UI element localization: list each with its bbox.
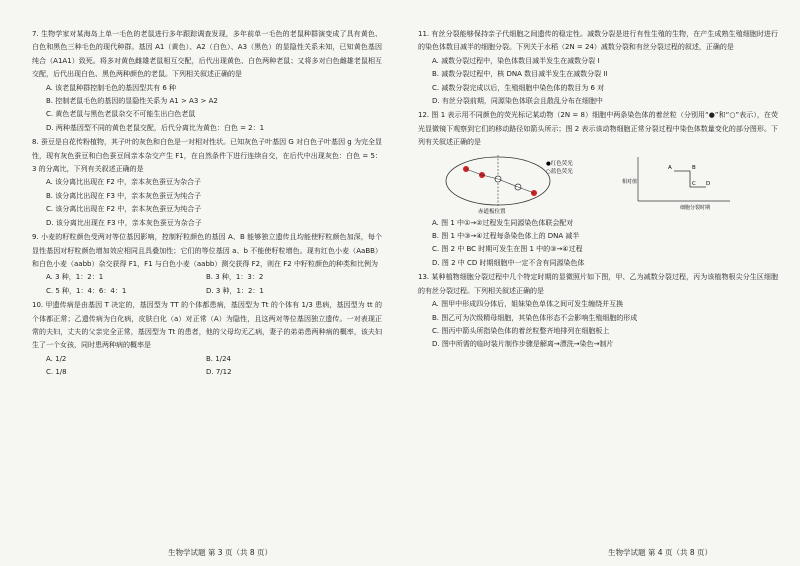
question-7-stem: 7. 生物学家对某海岛上单一毛色的老鼠进行多年跟踪调查发现，多年前单一毛色的老鼠种群演变成了具有黄色、白色和黑色三种毛色的现代种群。基因 A1（黄色）、A2（白色）、A3（黑色）的显隐性关系未知，已知黄色基因纯合（A1A1）致死。将多对黄色雌雄老鼠相互交配，后代出现黄色、白色两种老鼠；又将多对白色雌雄老鼠相互交配，后代出现白色、黑色两种颜色的老鼠。下列相关叙述正确的是 [32, 30, 382, 79]
legend-red: ●红色荧光 [546, 160, 573, 167]
option-12c: C. 图 2 中 BC 时期可发生在图 1 中的③→④过程 [432, 245, 583, 254]
fig1-axis-label: 赤道板位置 [478, 208, 506, 215]
question-13 [418, 271, 778, 351]
option-10c: C. 1/8 [46, 368, 67, 377]
figure-2-graph [620, 153, 740, 215]
option-8a: A. 该分离比出现在 F2 中，亲本灰色蚕豆为杂合子 [46, 178, 202, 187]
page-3-footer: 生物学试题 第 3 页（共 8 页） [168, 548, 272, 557]
option-9d: D. 3 种，1：2：1 [206, 286, 264, 295]
option-11a: A. 减数分裂过程中，染色体数目减半发生在减数分裂 I [432, 56, 600, 65]
option-13d: D. 图中所需的临时装片制作步骤是解离→漂洗→染色→制片 [432, 340, 614, 349]
options-9-row1 [46, 271, 382, 284]
question-11 [418, 28, 778, 108]
question-8 [32, 136, 382, 230]
option-12d: D. 图 2 中 CD 时期细胞中一定不含有同源染色体 [432, 258, 585, 267]
question-13-stem: 13. 某种植物细胞分裂过程中几个特定时期的显微照片如下图，甲、乙为减数分裂过程，丙为该植物根尖分生区细胞的有丝分裂过程。下列相关叙述正确的是 [418, 273, 778, 295]
option-9a: A. 3 种，1：2：1 [46, 273, 104, 282]
svg-text:A: A [668, 164, 672, 171]
option-10b: B. 1/24 [206, 354, 231, 363]
option-11d: D. 有丝分裂前期，同源染色体联会且散乱分布在细胞中 [432, 97, 603, 106]
svg-text:B: B [692, 164, 696, 171]
svg-text:C: C [692, 180, 696, 187]
option-7c: C. 黄色老鼠与黑色老鼠杂交不可能生出白色老鼠 [46, 110, 196, 119]
question-11-stem: 11. 有丝分裂能够保持亲子代细胞之间遗传的稳定性。减数分裂是进行有性生殖的生物，在产生成熟生殖细胞时进行的染色体数目减半的细胞分裂。下列关于水稻（2N = 24）减数分裂和有丝分裂过程的叙述，正确的是 [418, 30, 778, 52]
option-9c: C. 5 种，1：4：6：4：1 [46, 286, 127, 295]
page-4 [400, 0, 800, 566]
question-8-stem: 8. 蚕豆是自花传粉植物，其子叶的灰色和白色是一对相对性状。已知灰色子叶基因 G 对白色子叶基因 g 为完全显性，现有灰色蚕豆和白色蚕豆间亲本杂交产生 F1，在自然条件下进行连续自交，在后代中出现灰色：白色 = 5：3 的分离比，下列有关叙述正确的是 [32, 138, 382, 174]
option-9b: B. 3 种，1：3：2 [206, 273, 264, 282]
question-9 [32, 231, 382, 298]
svg-text:D: D [706, 180, 711, 187]
option-10a: A. 1/2 [46, 354, 67, 363]
question-12 [418, 109, 778, 270]
options-10-row1 [46, 353, 382, 366]
option-11c: C. 减数分裂完成以后，生殖细胞中染色体的数目为 6 对 [432, 83, 605, 92]
fig2-curve [674, 171, 706, 187]
option-13b: B. 图乙可为次级精母细胞，其染色体形态不会影响生殖细胞的形成 [432, 313, 638, 322]
option-7d: D. 两种基因型不同的黄色老鼠交配，后代分离比为黄色：白色 = 2：1 [46, 123, 265, 132]
figures-12 [438, 153, 778, 215]
question-10 [32, 299, 382, 379]
option-7a: A. 该老鼠种群控制毛色的基因型共有 6 种 [46, 83, 177, 92]
page-4-content [418, 28, 778, 540]
option-13a: A. 图甲中形成四分体后，姐妹染色单体之间可发生缠绕并互换 [432, 300, 624, 309]
question-10-stem: 10. 甲遗传病是由基因 T 决定的，基因型为 TT 的个体都患病，基因型为 Tt 的个体有 1/3 患病，基因型为 tt 的个体都正常；乙遗传病为白化病，皮肤白化（a）对正常（A）为隐性，且这两对等位基因独立遗传。一对表现正常的夫妇，丈夫的父亲完全正常，基因型为 Tt 的患者，他的父母均无乙病，妻子的弟弟患两种病的概率，该夫妇生了一个女孩，同时患两种病的概率是 [32, 301, 382, 350]
legend-blue: ○蓝色荧光 [546, 168, 573, 175]
option-8b: B. 该分离比出现在 F3 中，亲本灰色蚕豆为纯合子 [46, 191, 202, 200]
option-12b: B. 图 1 中③→④过程每条染色体上的 DNA 减半 [432, 232, 580, 241]
figure-1-spindle [438, 153, 608, 215]
option-7b: B. 控制老鼠毛色的基因的显隐性关系为 A1 > A3 > A2 [46, 97, 218, 106]
option-13c: C. 图丙中箭头所指染色体的着丝粒整齐地排列在细胞板上 [432, 326, 610, 335]
fig2-x-label: 细胞分裂时期 [680, 204, 711, 211]
option-8c: C. 该分离比出现在 F2 中，亲本灰色蚕豆为纯合子 [46, 205, 202, 214]
page-4-footer: 生物学试题 第 4 页（共 8 页） [608, 548, 712, 557]
option-12a: A. 图 1 中①→②过程发生同源染色体联会配对 [432, 218, 574, 227]
options-9-row2 [46, 285, 382, 298]
question-9-stem: 9. 小麦的籽粒颜色受两对等位基因影响，控制籽粒颜色的基因 A、B 能够独立遗传且均能使籽粒颜色加深，每个显性基因对籽粒颜色增加效应相同且具叠加性；它们的等位基因 a、b 不能使籽粒增色。现有红色小麦（AaBB）和白色小麦（aabb）杂交获得 F1，F1 与白色小麦（aabb）测交获得 F2，则在 F2 中籽粒颜色的种类和比例为 [32, 233, 382, 268]
fig2-y-label: 相对值 [622, 178, 638, 185]
options-10-row2 [46, 366, 382, 379]
option-10d: D. 7/12 [206, 368, 232, 377]
question-12-stem: 12. 图 1 表示用不同颜色的荧光标记某动物（2N = 8）细胞中两条染色体的着丝粒（分别用“●”和“○”表示），在荧光显微镜下观察到它们的移动路径如箭头所示；图 2 表示该动物细胞正常分裂过程中染色体数量变化的部分图形。下列有关叙述正确的是 [418, 111, 778, 147]
option-8d: D. 该分离比出现在 F3 中，亲本灰色蚕豆为杂合子 [46, 218, 202, 227]
option-11b: B. 减数分裂过程中，核 DNA 数目减半发生在减数分裂 II [432, 70, 608, 79]
question-7 [32, 28, 382, 135]
page-3-content [32, 28, 382, 540]
